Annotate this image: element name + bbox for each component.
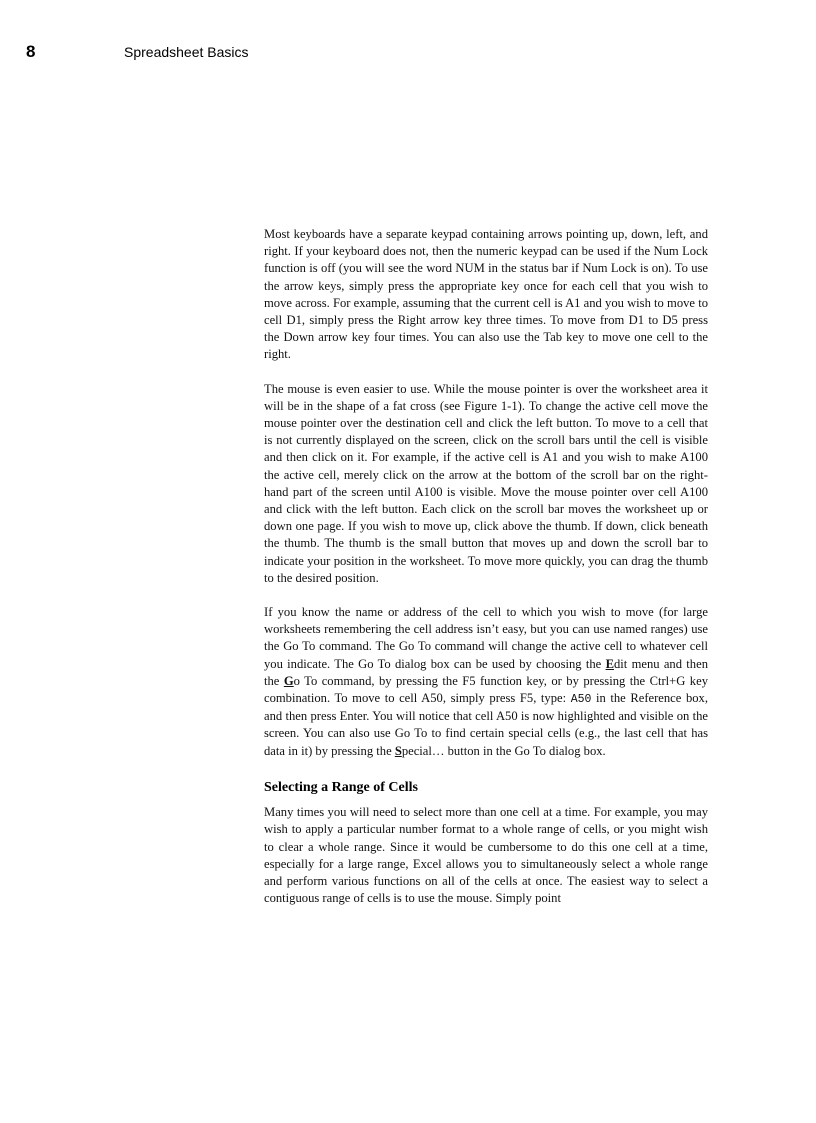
section-heading: Selecting a Range of Cells [264,779,418,795]
special-button-accelerator: S [394,743,402,758]
paragraph-arrow-keys: Most keyboards have a separate keypad containing arrows pointing up, down, left, and right. If your keyboard does not, then the numeric keypad can be used if the Num Lock function is off (you will see the word NUM in the status bar if Num Lock is on). To use the arrow keys, simply press the appropriate key once for each cell that you wish to move across. For example, assuming that the current cell is A1 and you wish to move to cell D1, simply press the Right arrow key three times. To move from D1 to D5 press the Down arrow key four times. You can also use the Tab key to move one cell to the right. [264,227,708,362]
body-text-column [264,226,708,924]
paragraph-selecting-range: Many times you will need to select more than one cell at a time. For example, you may wish to apply a particular number format to a whole range of cells, or you might wish to clear a whole range. Since it would be cumbersome to do this one cell at a time, especially for a large range, Excel allows you to simultaneously select a whole range and perform various functions on all of the cells at once. The easiest way to select a contiguous range of cells is to use the mouse. Simply point [264,805,708,906]
go-to-text-4: in the Reference box, and then press Enter. You will notice that cell A50 is now highlighted and visible on the screen. You can also use Go To to find certain special cells (e.g., the last cell that has data in it) by pressing the [264,691,708,758]
go-to-text-1: If you know the name or address of the cell to which you wish to move (for large worksheets remembering the cell address isn’t easy, but you can use named ranges) use the Go To command. The Go To command will change the active cell to whatever cell you indicate. The Go To dialog box can be used by choosing the [264,605,708,671]
edit-menu-accelerator: E [605,656,614,671]
go-to-text-3: o To command, by pressing the F5 function key, or by pressing the Ctrl+G key combination. To move to cell A50, simply press F5, type: [264,673,708,706]
typed-cell-reference: A50 [570,693,592,707]
go-to-text-5: pecial… button in the Go To dialog box. [401,743,606,758]
paragraph-go-to [264,604,708,760]
paragraph-mouse: The mouse is even easier to use. While the mouse pointer is over the worksheet area it will be in the shape of a fat cross (see Figure 1-1). To change the active cell move the mouse pointer over the destination cell and click the left button. To move to a cell that is not currently displayed on the screen, click on the scroll bars until the cell is visible and then click on it. For example, if the active cell is A1 and you wish to make A100 the active cell, merely click on the arrow at the bottom of the scroll bar on the right-hand part of the screen until A100 is visible. Move the mouse pointer over cell A100 and click with the left button. Each click on the scroll bar moves the worksheet up or down one page. If you wish to move up, click above the thumb. If down, click beneath the thumb. The thumb is the small button that moves up and down the scroll bar to indicate your position in the worksheet. To move more quickly, you can drag the thumb to the desired position. [264,381,708,585]
goto-command-accelerator: G [283,673,294,688]
go-to-text-2: dit menu and then the [264,656,708,688]
page-number: 8 [26,42,36,61]
running-header: Spreadsheet Basics [124,44,249,60]
